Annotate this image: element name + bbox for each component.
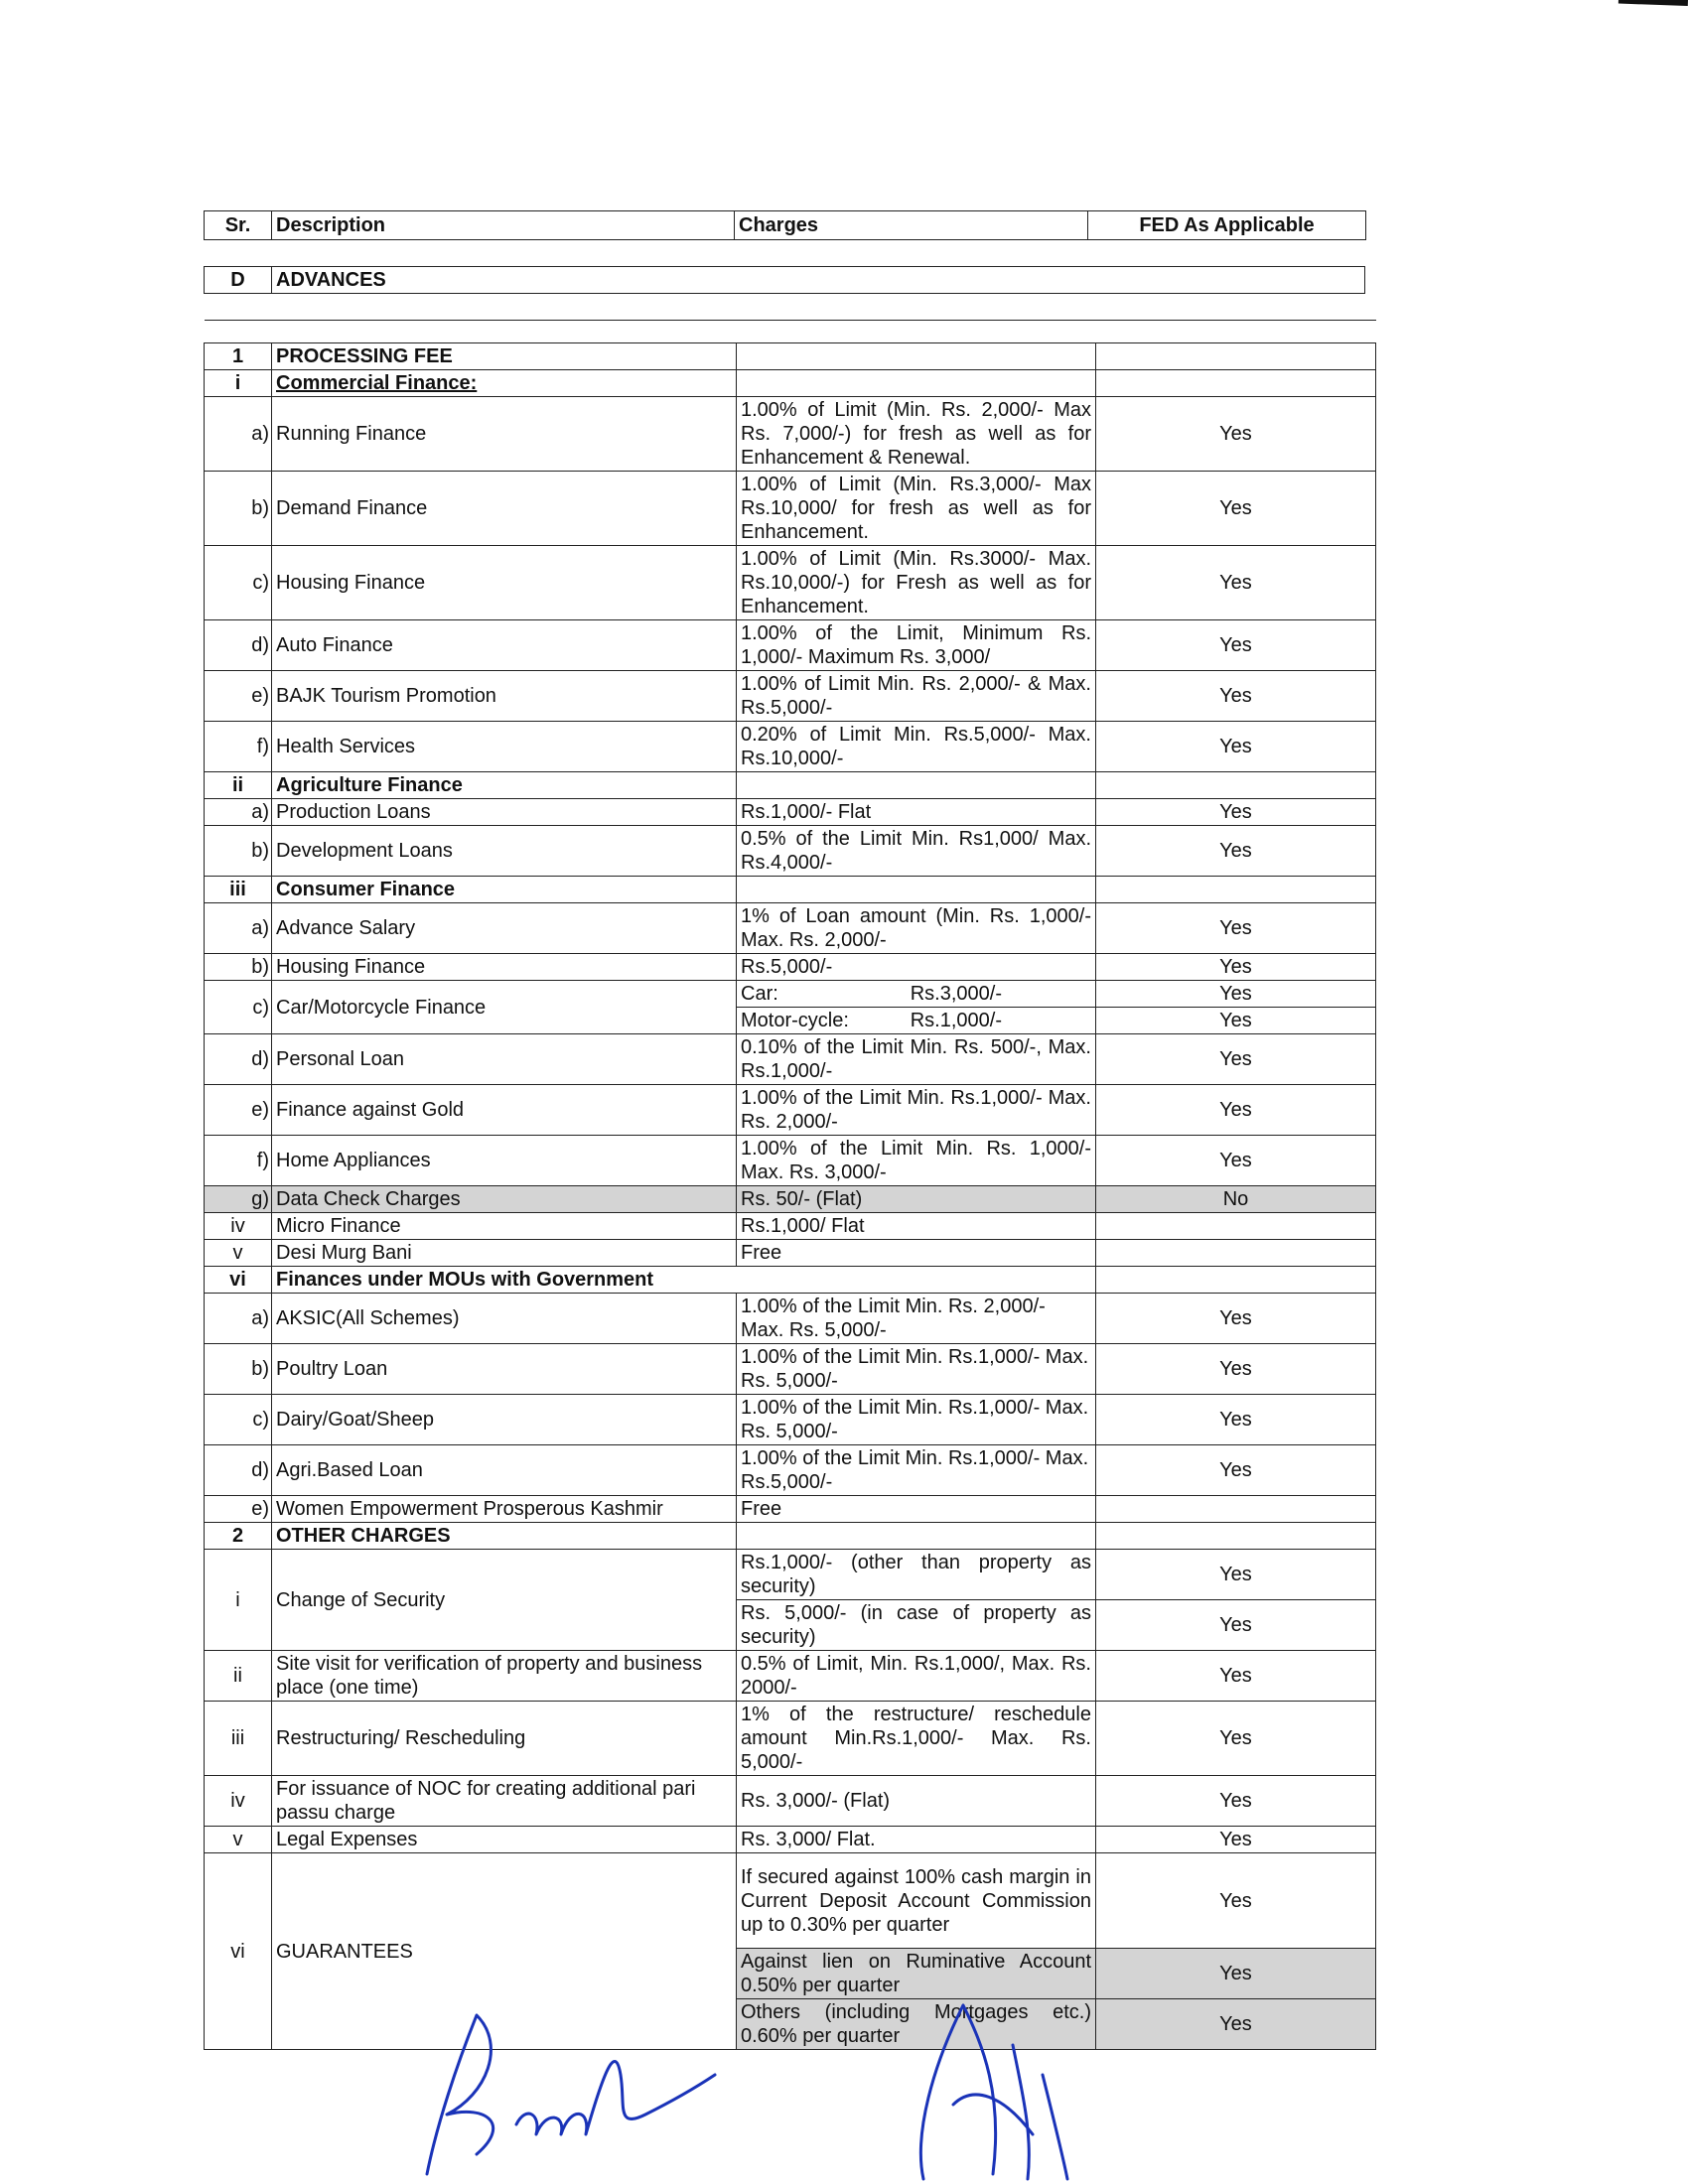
- charges-table: [204, 320, 1376, 2050]
- row-description: GUARANTEES: [272, 1853, 737, 2050]
- row-fed: Yes: [1096, 1827, 1376, 1853]
- row-index: iv: [205, 1213, 272, 1240]
- row-charges: 1.00% of Limit (Min. Rs.3,000/- Max Rs.10,000/ for fresh as well as for Enhancement.: [737, 472, 1096, 546]
- subgroup-number: ii: [205, 772, 272, 799]
- row-description: Desi Murg Bani: [272, 1240, 737, 1267]
- row-fed: Yes: [1096, 620, 1376, 671]
- car-value: Rs.3,000/-: [910, 983, 1002, 1005]
- row-fed: No: [1096, 1186, 1376, 1213]
- row-description: Advance Salary: [272, 903, 737, 954]
- table-row: [205, 1651, 1376, 1702]
- table-row: [205, 1395, 1376, 1445]
- row-charges: Rs. 3,000/ Flat.: [737, 1827, 1096, 1853]
- row-index: e): [205, 1085, 272, 1136]
- motorcycle-label: Motor-cycle:: [741, 1010, 849, 1031]
- row-description: Agri.Based Loan: [272, 1445, 737, 1496]
- table-row: [205, 472, 1376, 546]
- row-fed: Yes: [1096, 1008, 1376, 1034]
- row-charges: 0.20% of Limit Min. Rs.5,000/- Max. Rs.10,000/-: [737, 722, 1096, 772]
- table-row-highlighted: [205, 1186, 1376, 1213]
- row-charges: Rs.1,000/- Flat: [737, 799, 1096, 826]
- row-charges: 1.00% of the Limit Min. Rs.1,000/- Max. Rs.5,000/-: [737, 1445, 1096, 1496]
- row-fed: Yes: [1096, 1395, 1376, 1445]
- row-fed: Yes: [1096, 671, 1376, 722]
- row-charges-car: [737, 981, 1096, 1008]
- table-row: [205, 620, 1376, 671]
- row-description: BAJK Tourism Promotion: [272, 671, 737, 722]
- header-sr: Sr.: [205, 211, 272, 240]
- row-charges: 1.00% of the Limit, Minimum Rs. 1,000/- Maximum Rs. 3,000/: [737, 620, 1096, 671]
- row-index: e): [205, 671, 272, 722]
- section-title: ADVANCES: [272, 267, 1365, 294]
- subgroup-title: Commercial Finance:: [272, 370, 737, 397]
- row-charges: Rs.1,000/- (other than property as security): [737, 1550, 1096, 1600]
- row-index: c): [205, 1395, 272, 1445]
- row-fed: Yes: [1096, 1344, 1376, 1395]
- row-charges: 1% of the restructure/ reschedule amount Min.Rs.1,000/- Max. Rs. 5,000/-: [737, 1702, 1096, 1776]
- row-fed: [1096, 1496, 1376, 1523]
- group-number: 2: [205, 1523, 272, 1550]
- row-charges: Rs. 3,000/- (Flat): [737, 1776, 1096, 1827]
- subgroup-row: [205, 370, 1376, 397]
- row-fed: Yes: [1096, 472, 1376, 546]
- row-description: Health Services: [272, 722, 737, 772]
- row-index: b): [205, 1344, 272, 1395]
- row-charges: Rs.1,000/ Flat: [737, 1213, 1096, 1240]
- table-row: [205, 1034, 1376, 1085]
- row-description: Legal Expenses: [272, 1827, 737, 1853]
- row-index: f): [205, 722, 272, 772]
- row-description: Restructuring/ Rescheduling: [272, 1702, 737, 1776]
- group-number: 1: [205, 343, 272, 370]
- header-table: [204, 210, 1366, 240]
- table-row: [205, 1550, 1376, 1600]
- row-index: d): [205, 1034, 272, 1085]
- table-row: [205, 722, 1376, 772]
- row-charges: Others (including Mortgages etc.) 0.60% per quarter: [737, 1999, 1096, 2050]
- table-row: [205, 954, 1376, 981]
- table-row: [205, 1213, 1376, 1240]
- row-fed: Yes: [1096, 799, 1376, 826]
- row-charges: 1.00% of the Limit Min. Rs.1,000/- Max. Rs. 2,000/-: [737, 1085, 1096, 1136]
- row-index: g): [205, 1186, 272, 1213]
- row-description: Poultry Loan: [272, 1344, 737, 1395]
- section-code: D: [205, 267, 272, 294]
- row-charges: 1.00% of the Limit Min. Rs.1,000/- Max. Rs. 5,000/-: [737, 1344, 1096, 1395]
- row-charges: Free: [737, 1496, 1096, 1523]
- row-fed: Yes: [1096, 1702, 1376, 1776]
- group-row: [205, 1523, 1376, 1550]
- row-charges: 1.00% of Limit (Min. Rs. 2,000/- Max Rs. 7,000/-) for fresh as well as for Enhancement & Renewal.: [737, 397, 1096, 472]
- header-charges: Charges: [735, 211, 1088, 240]
- subgroup-number: i: [205, 370, 272, 397]
- row-description: Housing Finance: [272, 546, 737, 620]
- row-fed: Yes: [1096, 1294, 1376, 1344]
- row-charges: 1% of Loan amount (Min. Rs. 1,000/- Max. Rs. 2,000/-: [737, 903, 1096, 954]
- row-description: AKSIC(All Schemes): [272, 1294, 737, 1344]
- table-row: [205, 1827, 1376, 1853]
- row-index: i: [205, 1550, 272, 1651]
- row-description: Women Empowerment Prosperous Kashmir: [272, 1496, 737, 1523]
- row-index: v: [205, 1240, 272, 1267]
- row-index: b): [205, 826, 272, 877]
- row-fed: Yes: [1096, 826, 1376, 877]
- row-fed: Yes: [1096, 722, 1376, 772]
- row-fed: Yes: [1096, 954, 1376, 981]
- table-row: [205, 1085, 1376, 1136]
- row-fed: Yes: [1096, 397, 1376, 472]
- subgroup-row: [205, 1267, 1376, 1294]
- row-description: Development Loans: [272, 826, 737, 877]
- group-title: OTHER CHARGES: [272, 1523, 737, 1550]
- row-charges-motorcycle: [737, 1008, 1096, 1034]
- row-index: a): [205, 903, 272, 954]
- row-charges: 1.00% of the Limit Min. Rs.1,000/- Max. Rs. 5,000/-: [737, 1395, 1096, 1445]
- motorcycle-value: Rs.1,000/-: [910, 1010, 1002, 1031]
- header-row: [205, 211, 1366, 240]
- row-index: e): [205, 1496, 272, 1523]
- subgroup-title: Consumer Finance: [272, 877, 737, 903]
- row-charges: If secured against 100% cash margin in Current Deposit Account Commission up to 0.30% per quarter: [737, 1853, 1096, 1949]
- car-label: Car:: [741, 983, 778, 1005]
- subgroup-number: vi: [205, 1267, 272, 1294]
- row-fed: Yes: [1096, 1776, 1376, 1827]
- row-index: iv: [205, 1776, 272, 1827]
- row-charges: Rs. 5,000/- (in case of property as security): [737, 1600, 1096, 1651]
- section-row: [205, 267, 1365, 294]
- row-index: a): [205, 397, 272, 472]
- header-fed: FED As Applicable: [1088, 211, 1366, 240]
- row-charges: Rs.5,000/-: [737, 954, 1096, 981]
- subgroup-row: [205, 772, 1376, 799]
- subgroup-title: Finances under MOUs with Government: [272, 1267, 1096, 1294]
- spacer-row: [205, 321, 1376, 343]
- section-table: [204, 266, 1365, 294]
- row-index: a): [205, 799, 272, 826]
- row-description: Micro Finance: [272, 1213, 737, 1240]
- row-fed: Yes: [1096, 1085, 1376, 1136]
- subgroup-title: Agriculture Finance: [272, 772, 737, 799]
- table-row: [205, 1702, 1376, 1776]
- table-row: [205, 799, 1376, 826]
- row-fed: Yes: [1096, 1445, 1376, 1496]
- subgroup-number: iii: [205, 877, 272, 903]
- table-row: [205, 1240, 1376, 1267]
- row-charges: 1.00% of Limit (Min. Rs.3000/- Max. Rs.10,000/-) for Fresh as well as for Enhancement.: [737, 546, 1096, 620]
- table-row: [205, 903, 1376, 954]
- group-row: [205, 343, 1376, 370]
- row-fed: Yes: [1096, 546, 1376, 620]
- row-description: Personal Loan: [272, 1034, 737, 1085]
- row-description: Housing Finance: [272, 954, 737, 981]
- table-row: [205, 1294, 1376, 1344]
- row-index: d): [205, 620, 272, 671]
- row-index: vi: [205, 1853, 272, 2050]
- row-charges: Rs. 50/- (Flat): [737, 1186, 1096, 1213]
- subgroup-row: [205, 877, 1376, 903]
- row-description: Demand Finance: [272, 472, 737, 546]
- row-charges: 0.5% of the Limit Min. Rs1,000/ Max. Rs.4,000/-: [737, 826, 1096, 877]
- row-description: Change of Security: [272, 1550, 737, 1651]
- row-description: Dairy/Goat/Sheep: [272, 1395, 737, 1445]
- row-index: d): [205, 1445, 272, 1496]
- row-description: Site visit for verification of property and business place (one time): [272, 1651, 737, 1702]
- table-row: [205, 1496, 1376, 1523]
- row-charges: 1.00% of the Limit Min. Rs. 1,000/- Max. Rs. 3,000/-: [737, 1136, 1096, 1186]
- row-fed: Yes: [1096, 1853, 1376, 1949]
- row-charges: Against lien on Ruminative Account 0.50% per quarter: [737, 1949, 1096, 1999]
- row-description: For issuance of NOC for creating additional pari passu charge: [272, 1776, 737, 1827]
- row-charges: 1.00% of the Limit Min. Rs. 2,000/- Max. Rs. 5,000/-: [737, 1294, 1096, 1344]
- table-row: [205, 1776, 1376, 1827]
- row-fed: Yes: [1096, 981, 1376, 1008]
- row-description: Running Finance: [272, 397, 737, 472]
- table-row: [205, 671, 1376, 722]
- row-index: iii: [205, 1702, 272, 1776]
- table-row: [205, 546, 1376, 620]
- row-fed: Yes: [1096, 1550, 1376, 1600]
- row-fed: Yes: [1096, 1999, 1376, 2050]
- row-index: ii: [205, 1651, 272, 1702]
- row-index: a): [205, 1294, 272, 1344]
- row-charges: 1.00% of Limit Min. Rs. 2,000/- & Max. Rs.5,000/-: [737, 671, 1096, 722]
- table-row: [205, 826, 1376, 877]
- table-row: [205, 981, 1376, 1008]
- table-row: [205, 1853, 1376, 1949]
- table-row: [205, 1136, 1376, 1186]
- signature-right: [894, 1985, 1092, 2184]
- row-description: Auto Finance: [272, 620, 737, 671]
- row-index: v: [205, 1827, 272, 1853]
- row-description: Production Loans: [272, 799, 737, 826]
- row-index: f): [205, 1136, 272, 1186]
- row-charges: 0.5% of Limit, Min. Rs.1,000/, Max. Rs. 2000/-: [737, 1651, 1096, 1702]
- row-fed: Yes: [1096, 1136, 1376, 1186]
- scan-corner-mark: [1618, 0, 1688, 6]
- row-description: Home Appliances: [272, 1136, 737, 1186]
- row-fed: Yes: [1096, 1651, 1376, 1702]
- row-index: c): [205, 546, 272, 620]
- row-description: Finance against Gold: [272, 1085, 737, 1136]
- row-fed: Yes: [1096, 903, 1376, 954]
- row-charges: 0.10% of the Limit Min. Rs. 500/-, Max. Rs.1,000/-: [737, 1034, 1096, 1085]
- row-fed: Yes: [1096, 1600, 1376, 1651]
- header-description: Description: [272, 211, 735, 240]
- table-row: [205, 1344, 1376, 1395]
- table-row: [205, 1445, 1376, 1496]
- row-index: b): [205, 472, 272, 546]
- row-charges: Free: [737, 1240, 1096, 1267]
- row-fed: Yes: [1096, 1949, 1376, 1999]
- row-description: Car/Motorcycle Finance: [272, 981, 737, 1034]
- row-description: Data Check Charges: [272, 1186, 737, 1213]
- signature-left: [417, 2005, 735, 2184]
- table-row: [205, 397, 1376, 472]
- row-index: c): [205, 981, 272, 1034]
- row-fed: Yes: [1096, 1034, 1376, 1085]
- group-title: PROCESSING FEE: [272, 343, 737, 370]
- row-index: b): [205, 954, 272, 981]
